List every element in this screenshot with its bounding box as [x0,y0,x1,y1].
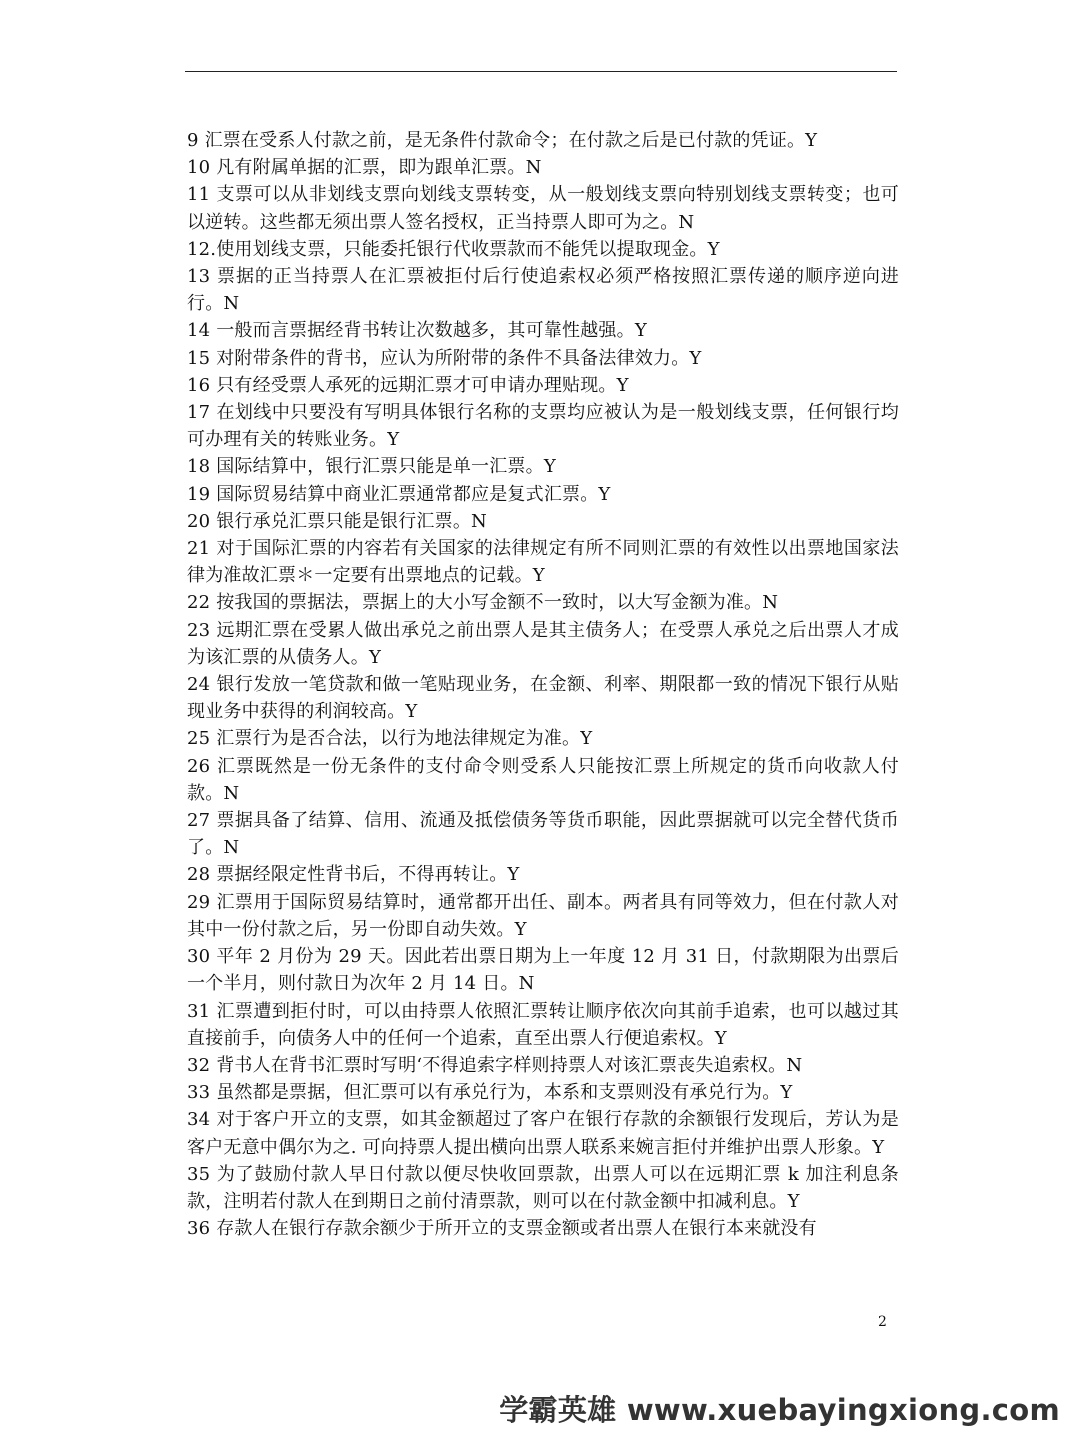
item-12: 12.使用划线支票，只能委托银行代收票款而不能凭以提取现金。Y [187,238,720,260]
item-35: 35 为了鼓励付款人早日付款以便尽快收回票款，出票人可以在远期汇票 k 加注利息条款，注明若付款人在到期日之前付清票款，则可以在付款金额中扣减利息。Y [187,1163,899,1212]
item-11: 11 支票可以从非划线支票向划线支票转变，从一般划线支票向特别划线支票转变；也可以逆转。这些都无须出票人签名授权，正当持票人即可为之。N [187,184,899,233]
item-29: 29 汇票用于国际贸易结算时，通常都开出任、副本。两者具有同等效力，但在付款人对其中一份付款之后，另一份即自动失效。Y [187,891,899,940]
item-14: 14 一般而言票据经背书转让次数越多，其可靠性越强。Y [187,320,647,342]
item-22: 22 按我国的票据法，票据上的大小写金额不一致时，以大写金额为准。N [187,592,779,614]
item-21: 21 对于国际汇票的内容若有关国家的法律规定有所不同则汇票的有效性以出票地国家法律为准故汇票＊一定要有出票地点的记载。Y [187,538,899,587]
item-24: 24 银行发放一笔贷款和做一笔贴现业务，在金额、利率、期限都一致的情况下银行从贴现业务中获得的利润较高。Y [187,674,899,723]
item-27: 27 票据具备了结算、信用、流通及抵偿债务等货币职能，因此票据就可以完全替代货币了。N [187,810,899,859]
item-26: 26 汇票既然是一份无条件的支付命令则受系人只能按汇票上所规定的货币向收款人付款。N [187,755,899,804]
item-25: 25 汇票行为是否合法，以行为地法律规定为准。Y [187,728,593,750]
item-20: 20 银行承兑汇票只能是银行汇票。N [187,510,487,532]
item-36: 36 存款人在银行存款余额少于所开立的支票金额或者出票人在银行本来就没有 [187,1218,817,1240]
site-watermark: 学霸英雄 www.xuebayingxiong.com [499,1393,1060,1427]
item-19: 19 国际贸易结算中商业汇票通常都应是复式汇票。Y [187,483,611,505]
item-15: 15 对附带条件的背书，应认为所附带的条件不具备法律效力。Y [187,347,702,369]
item-9: 9 汇票在受系人付款之前，是无条件付款命令；在付款之后是已付款的凭证。Y [187,130,818,151]
item-34: 34 对于客户开立的支票，如其金额超过了客户在银行存款的余额银行发现后，芳认为是客户无意中偶尔为之. 可向持票人提出横向出票人联系来婉言拒付并维护出票人形象。Y [187,1109,899,1158]
page-number: 2 [878,1314,887,1330]
item-17: 17 在划线中只要没有写明具体银行名称的支票均应被认为是一般划线支票，任何银行均可办理有关的转账业务。Y [187,402,899,451]
item-23: 23 远期汇票在受累人做出承兑之前出票人是其主债务人；在受票人承兑之后出票人才成为该汇票的从债务人。Y [187,619,899,668]
item-16: 16 只有经受票人承死的远期汇票才可申请办理贴现。Y [187,374,629,396]
item-32: 32 背书人在背书汇票时写明‘不得追索字样则持票人对该汇票丧失追索权。N [187,1054,803,1076]
item-10: 10 凡有附属单据的汇票，即为跟单汇票。N [187,157,542,179]
item-31: 31 汇票遭到拒付时，可以由持票人依照汇票转让顺序依次向其前手追索，也可以越过其直接前手，向债务人中的任何一个追索，直至出票人行便追索权。Y [187,1000,899,1049]
item-33: 33 虽然都是票据，但汇票可以有承兑行为，本系和支票则没有承兑行为。Y [187,1082,793,1104]
item-30: 30 平年 2 月份为 29 天。因此若出票日期为上一年度 12 月 31 日，付款期限为出票后一个半月，则付款日为次年 2 月 14 日。N [187,946,899,995]
item-28: 28 票据经限定性背书后，不得再转让。Y [187,864,520,886]
header-rule [185,71,897,72]
item-18: 18 国际结算中，银行汇票只能是单一汇票。Y [187,456,556,478]
item-13: 13 票据的正当持票人在汇票被拒付后行使追索权必须严格按照汇票传递的顺序逆向进行。N [187,266,899,315]
document-body [187,127,899,1242]
